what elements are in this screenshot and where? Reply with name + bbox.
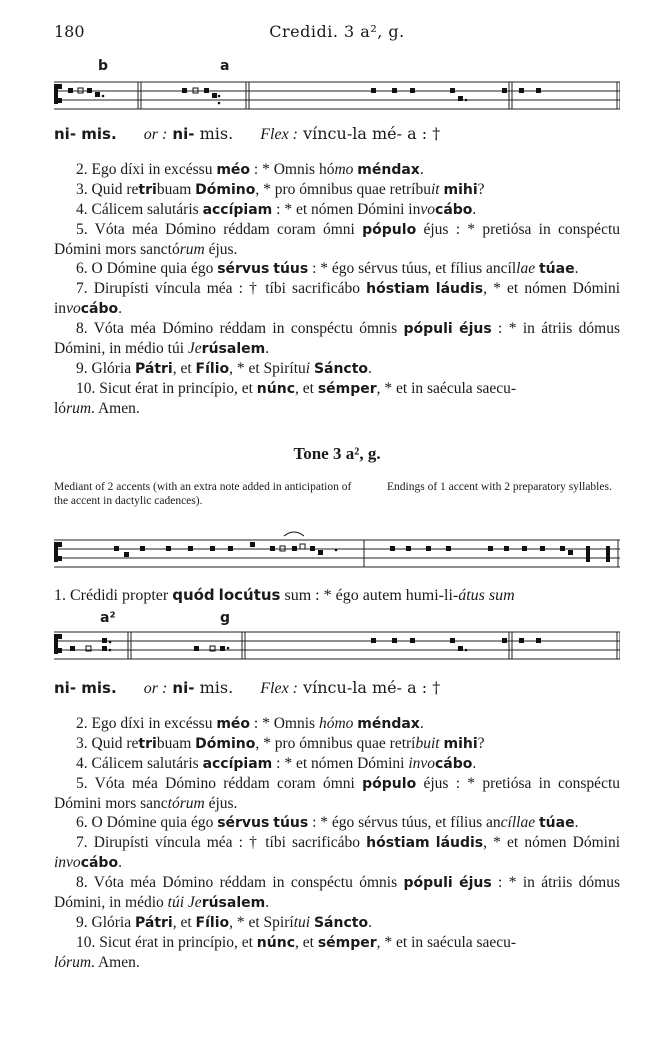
- mediant-description: Mediant of 2 accents (with an extra note added in anticipation of the accent in dactylic cadences).: [54, 481, 352, 507]
- psalm-verse: 5. Vóta méa Dómino réddam coram ómni pópulo éjus : * pretiósa in conspéctu Dómini mors sanctórum éjus.: [54, 221, 620, 258]
- flex-text-2: víncu-la mé- a : †: [303, 678, 441, 697]
- psalm-verse: 4. Cálicem salutáris accípiam : * et nómen Dómini invocábo.: [76, 755, 477, 772]
- psalm-verse: 8. Vóta méa Dómino réddam in conspéctu ómnis pópuli éjus : * in átriis dómus Dómini, in médio túi Jerúsalem.: [54, 874, 620, 911]
- psalm-verse: 5. Vóta méa Dómino réddam coram ómni pópulo éjus : * pretiósa in conspéctu Dómini mors sanctórum éjus.: [54, 775, 620, 812]
- staff-label-g: g: [220, 610, 231, 626]
- psalm-verse: 9. Glória Pátri, et Fílio, * et Spirítui Sáncto.: [76, 360, 372, 377]
- word-ni-2: ni-: [172, 679, 195, 697]
- word-nimis-2: ni- mis.: [54, 679, 117, 697]
- endings-description: Endings of 1 accent with 2 preparatory syllables.: [387, 481, 612, 493]
- psalm-verse: 6. O Dómine quia égo sérvus túus : * égo sérvus túus, et fílius ancíllae túae.: [76, 814, 579, 831]
- flex-text: víncu-la mé- a : †: [303, 124, 441, 143]
- psalm-verse: 3. Quid retribuam Dómino, * pro ómnibus quae retríbuit mihi?: [76, 181, 485, 198]
- word-mis: mis.: [199, 124, 234, 143]
- staff-label-b: b: [98, 58, 109, 74]
- or-label-2: or :: [143, 680, 168, 697]
- psalm-verse: 2. Ego díxi in excéssu méo : * Omnis hómo méndax.: [76, 715, 424, 732]
- flex-label: Flex :: [260, 126, 298, 143]
- psalm-verse: 7. Dirupísti víncula méa : † tíbi sacrificábo hóstiam láudis, * et nómen Dómini invocábo.: [54, 280, 621, 317]
- word-ni: ni-: [172, 125, 195, 143]
- staff-2-text: [54, 678, 620, 698]
- psalm-verse: 6. O Dómine quia égo sérvus túus : * égo sérvus túus, et fílius ancíllae túae.: [76, 260, 579, 277]
- or-label: or :: [143, 126, 168, 143]
- verses-bottom: [54, 714, 620, 972]
- staff-1-text: [54, 124, 620, 144]
- tone-staff-notation: [54, 526, 620, 580]
- verse-1: 1. Crédidi propter quód locútus sum : * égo autem humi-li-átus sum: [54, 586, 515, 604]
- staff-2-notation: [54, 624, 620, 676]
- psalm-verse: 2. Ego díxi in excéssu méo : * Omnis hómo méndax.: [76, 161, 424, 178]
- tone-title: Tone 3 a², g.: [293, 444, 381, 463]
- psalm-verse: 9. Glória Pátri, et Fílio, * et Spirítui Sáncto.: [76, 914, 372, 931]
- psalm-verse: 8. Vóta méa Dómino réddam in conspéctu ómnis pópuli éjus : * in átriis dómus Dómini, in médio túi Jerúsalem.: [54, 320, 620, 357]
- staff-label-a: a: [220, 58, 230, 74]
- page-header: [54, 22, 620, 46]
- flex-label-2: Flex :: [260, 680, 298, 697]
- word-nimis: ni- mis.: [54, 125, 117, 143]
- psalm-verse: 4. Cálicem salutáris accípiam : * et nómen Dómini invocábo.: [76, 201, 477, 218]
- psalm-verse: 3. Quid retribuam Dómino, * pro ómnibus quae retríbuit mihi?: [76, 735, 485, 752]
- psalm-verse: 10. Sicut érat in princípio, et núnc, et sémper, * et in saécula saecu- lórum. Amen.: [54, 380, 517, 417]
- tone-staff: [54, 526, 620, 580]
- page-number: 180: [54, 22, 85, 41]
- verses-top: [54, 160, 620, 418]
- staff-1-notation: [54, 74, 620, 126]
- word-mis-2: mis.: [199, 678, 234, 697]
- running-title: Credidi. 3 a², g.: [269, 22, 405, 41]
- staff-label-a2: a²: [100, 610, 116, 626]
- psalm-verse: 7. Dirupísti víncula méa : † tíbi sacrificábo hóstiam láudis, * et nómen Dómini invocábo.: [54, 834, 621, 871]
- psalm-verse: 10. Sicut érat in princípio, et núnc, et sémper, * et in saécula saecu- lórum. Amen.: [54, 934, 517, 971]
